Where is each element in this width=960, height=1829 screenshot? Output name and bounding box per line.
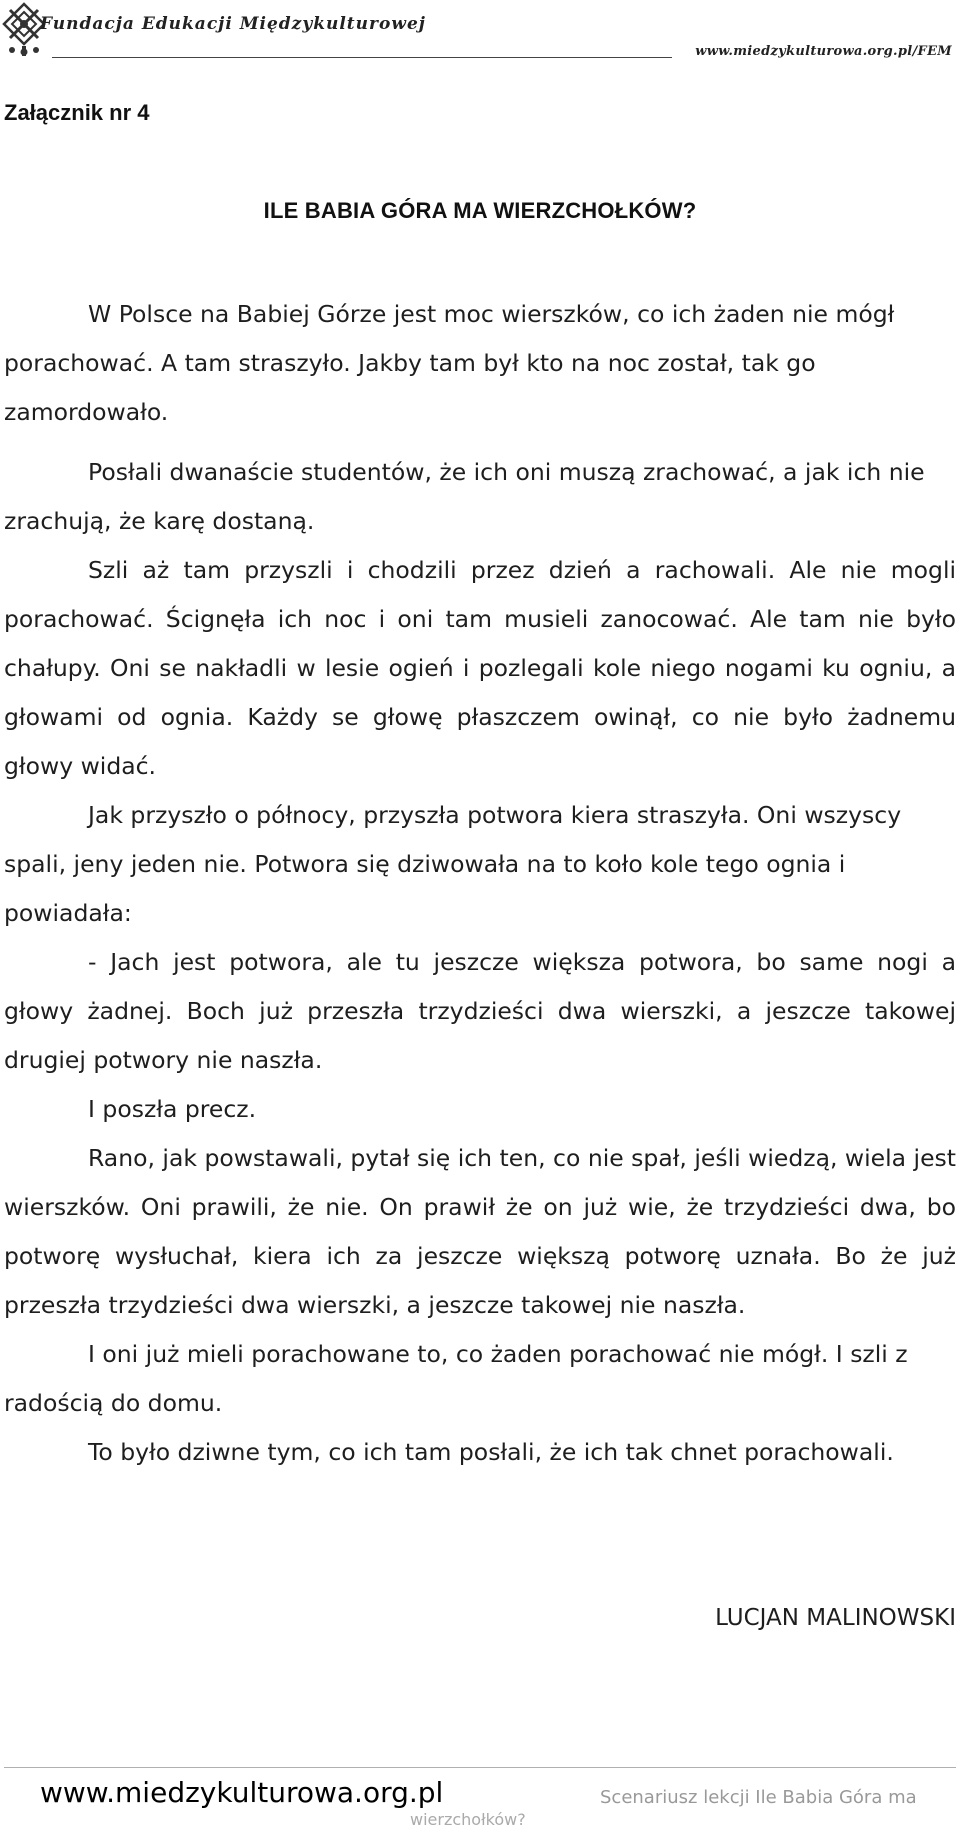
document-title: ILE BABIA GÓRA MA WIERZCHOŁKÓW?	[263, 198, 697, 223]
story-paragraph: - Jach jest potwora, ale tu jeszcze większa potwora, bo same nogi a głowy żadnej. Boch już przeszła trzydzieści dwa wierszki, a jeszcze takowej drugiej potwory nie naszła.	[4, 948, 956, 1074]
footer-website-url[interactable]: www.miedzykulturowa.org.pl	[40, 1776, 444, 1809]
footer-lesson-caption: Scenariusz lekcji Ile Babia Góra ma	[600, 1787, 917, 1808]
story-paragraph: Posłali dwanaście studentów, że ich oni muszą zrachować, a jak ich nie zrachują, że karę dostaną.	[4, 458, 925, 535]
footer-lesson-caption-continued: wierzchołków?	[410, 1810, 526, 1829]
foundation-name: Fundacja Edukacji Międzykulturowej	[40, 14, 426, 34]
header-website-url[interactable]: www.miedzykulturowa.org.pl/FEM	[695, 44, 952, 59]
author-name: LUCJAN MALINOWSKI	[715, 1605, 956, 1631]
story-paragraph: W Polsce na Babiej Górze jest moc wierszków, co ich żaden nie mógł porachować. A tam straszyło. Jakby tam był kto na noc został, tak go zamordowało.	[4, 300, 895, 426]
header-divider	[52, 57, 672, 58]
story-paragraph: To było dziwne tym, co ich tam posłali, że ich tak chnet porachowali.	[88, 1438, 894, 1466]
story-body	[4, 290, 956, 1477]
page-header	[0, 0, 960, 62]
story-paragraph: I poszła precz.	[88, 1095, 257, 1123]
story-paragraph: Jak przyszło o północy, przyszła potwora kiera straszyła. Oni wszyscy spali, jeny jeden nie. Potwora się dziwowała na to koło kole tego ognia i powiadała:	[4, 801, 902, 927]
story-paragraph: Rano, jak powstawali, pytał się ich ten, co nie spał, jeśli wiedzą, wiela jest wierszków. Oni prawili, że nie. On prawił że on już wie, że trzydzieści dwa, bo potworę wysłuchał, kiera ich za jeszcze większą potworę uznała. Bo że już przeszła trzydzieści dwa wierszki, a jeszcze takowej nie naszła.	[4, 1144, 956, 1319]
footer-divider	[4, 1767, 956, 1768]
story-paragraph: Szli aż tam przyszli i chodzili przez dzień a rachowali. Ale nie mogli porachować. Ścignęła ich noc i oni tam musieli zanocować. Ale tam nie było chałupy. Oni se nakładli w lesie ogień i pozlegali kole niego nogami ku ogniu, a głowami od ognia. Każdy se głowę płaszczem owinął, co nie było żadnemu głowy widać.	[4, 556, 956, 780]
story-paragraph: I oni już mieli porachowane to, co żaden porachować nie mógł. I szli z radością do domu.	[4, 1340, 908, 1417]
attachment-label: Załącznik nr 4	[4, 100, 150, 125]
